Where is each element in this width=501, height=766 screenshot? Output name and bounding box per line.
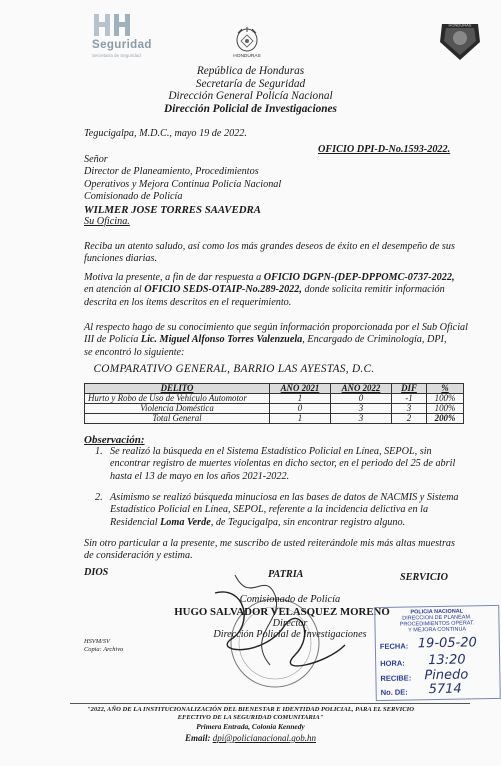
observations-title: Observación: xyxy=(84,434,145,446)
footer-line1: "2022, AÑO DE LA INSTITUCIONALIZACIÓN DEL BIENESTAR E IDENTIDAD POLICIAL, PARA EL SERVICIO xyxy=(87,706,414,713)
footer xyxy=(0,706,501,744)
stamp-recibe-label: RECIBE: xyxy=(380,673,412,683)
col-header-2021: AÑO 2021 xyxy=(270,384,331,394)
footer-line2: EFECTIVO DE LA SEGURIDAD COMUNITARIA" xyxy=(177,714,324,721)
cell-dif: 2 xyxy=(392,414,427,424)
stamp-numero-label: No. DE: xyxy=(380,687,408,697)
seguridad-logo-text: Seguridad xyxy=(92,39,152,51)
p3-line1: Al respecto hago de su conocimiento que según información proporcionada por el Sub Oficial xyxy=(84,322,468,333)
cell-percent: 200% xyxy=(427,414,464,424)
cell-2022: 3 xyxy=(331,414,392,424)
paragraph-respect xyxy=(84,322,474,359)
obs1-line2: encontrar registro de muertes violentas en dicho sector, en el periodo del 25 de abril xyxy=(110,458,456,470)
table-title: COMPARATIVO GENERAL, BARRIO LAS AYESTAS, D.C. xyxy=(93,363,375,375)
closing-line2: de consideración y estima. xyxy=(84,550,193,562)
p2-text-b: en atención al xyxy=(84,284,145,296)
p2-line2 xyxy=(84,284,469,296)
col-header-percent: % xyxy=(427,384,464,394)
honduras-emblem-icon xyxy=(232,25,262,53)
recipient-line1: Director de Planeamiento, Procedimientos xyxy=(84,166,259,178)
recipient-line3: Comisionado de Policía xyxy=(84,191,183,203)
motto-servicio: SERVICIO xyxy=(400,572,448,583)
recipient-line2: Operativos y Mejora Continua Policía Nacional xyxy=(84,178,282,190)
p2-line3: descrita en los ítems descritos en el requerimiento. xyxy=(84,296,292,308)
stamp-fecha-value: 19-05-20 xyxy=(417,635,477,652)
p3-line2 xyxy=(84,334,474,346)
signature-rank: Comisionado de Policía xyxy=(239,594,341,605)
oficio-number: OFICIO DPI-D-No.1593-2022. xyxy=(318,144,451,155)
seguridad-logo xyxy=(92,12,172,56)
signature-title: Director xyxy=(272,618,308,629)
p3-line3: se encontró lo siguiente: xyxy=(84,346,185,358)
observation-num-2: 2. xyxy=(95,492,103,503)
obs2-line2: Estadístico Policial en Línea, SEPOL, referente a la incidencia delictiva en la xyxy=(110,504,429,516)
p3-text-a: III de Policía xyxy=(84,334,141,346)
stamp-numero-value: 5714 xyxy=(428,681,462,698)
cell-2022: 0 xyxy=(331,394,392,404)
cell-delito: Hurto y Robo de Uso de Vehículo Automotor xyxy=(85,394,270,404)
p2-line1 xyxy=(84,272,469,284)
obs1-line3: hasta el 13 de mayo en los años 2021-2022. xyxy=(110,470,290,482)
cell-2022: 3 xyxy=(331,404,392,414)
heading-line1: República de Honduras xyxy=(196,65,305,77)
stamp-line2: DIRECCION DE PLANEAM. xyxy=(402,614,472,622)
observation-item-1 xyxy=(110,446,490,483)
table-row xyxy=(85,404,464,414)
closing-line1: Sin otro particular a la presente, me suscribo de usted reiterándole mis más altas muestras xyxy=(84,538,455,549)
footer-divider xyxy=(70,703,470,704)
table-header-row xyxy=(85,384,464,394)
initials-line1: HSVM/SV xyxy=(84,638,110,645)
stamp-fecha-label: FECHA: xyxy=(379,641,409,652)
table-row xyxy=(85,414,464,424)
heading-line4: Dirección Policial de Investigaciones xyxy=(164,102,337,115)
letterhead xyxy=(0,65,501,115)
stamp-hora-value: 13:20 xyxy=(428,652,466,669)
receipt-stamp xyxy=(374,605,501,701)
cell-2021: 1 xyxy=(270,414,331,424)
p2-oficio2: OFICIO SEDS-OTAIP-No.289-2022, xyxy=(144,284,302,296)
seguridad-emblem-icon xyxy=(92,12,132,38)
initials xyxy=(84,638,123,653)
cell-delito: Total General xyxy=(85,414,270,424)
p1-line2: funciones diarias. xyxy=(84,253,158,265)
stamp-line4: Y MEJORA CONTINUA xyxy=(408,626,467,634)
footer-email-label: Email: xyxy=(184,733,213,743)
recipient-office: Su Oficina. xyxy=(84,216,130,228)
stamp-hora-label: HORA: xyxy=(380,658,405,669)
recipient-greeting: Señor xyxy=(84,154,108,165)
paragraph-greeting xyxy=(84,241,464,266)
badge-text: HONDURAS xyxy=(448,22,472,28)
p1-line1: Reciba un atento saludo, así como los más grandes deseos de éxito en el desempeño de sus xyxy=(84,241,455,252)
col-header-dif: DIF xyxy=(392,384,427,394)
closing-paragraph xyxy=(84,538,484,563)
observation-item-2 xyxy=(110,492,490,529)
heading-line3: Dirección General Policía Nacional xyxy=(168,90,333,103)
seguridad-logo-subtext: Secretaría de Seguridad xyxy=(92,53,141,58)
motto-patria: PATRIA xyxy=(268,569,304,580)
obs2-place: Loma Verde xyxy=(160,516,211,528)
cell-2021: 0 xyxy=(270,404,331,414)
signature-name: HUGO SALVADOR VELASQUEZ MORENO xyxy=(174,606,390,618)
stamp-recibe-value: Pinedo xyxy=(424,667,469,684)
heading-line2: Secretaría de Seguridad xyxy=(195,77,306,90)
p2-oficio1: OFICIO DGPN-(DEP-DPPOMC-0737-2022, xyxy=(263,272,455,283)
stamp-line1: POLICIA NACIONAL xyxy=(410,608,464,616)
recipient-block xyxy=(84,154,281,228)
obs2-text-b: , de Tegucigalpa, sin encontrar registro alguno. xyxy=(210,516,406,528)
table-row xyxy=(85,394,464,404)
motto-dios: DIOS xyxy=(84,567,109,578)
cell-2021: 1 xyxy=(270,394,331,404)
signature-org: Dirección Policial de Investigaciones xyxy=(213,629,367,640)
date-line: Tegucigalpa, M.D.C., mayo 19 de 2022. xyxy=(84,128,247,139)
col-header-delito: DELITO xyxy=(85,384,270,394)
cell-delito: Violencia Doméstica xyxy=(85,404,270,414)
recipient-name: WILMER JOSE TORRES SAAVEDRA xyxy=(84,203,261,216)
police-badge-icon xyxy=(436,18,484,62)
footer-address: Primera Entrada, Colonia Kennedy xyxy=(196,722,305,731)
p3-text-b: , Encargado de Criminología, DPI, xyxy=(302,334,447,346)
p2-text-c: donde solicita remitir información xyxy=(301,284,445,296)
footer-email-link[interactable]: dpi@policianacional.gob.hn xyxy=(212,733,317,743)
paragraph-motive xyxy=(84,272,469,309)
honduras-logo-text: HONDURAS xyxy=(233,54,261,59)
obs2-line1: Asimismo se realizó búsqueda minuciosa en las bases de datos de NACMIS y Sistema xyxy=(110,492,459,503)
p3-officer-name: Lic. Miguel Alfonso Torres Valenzuela xyxy=(140,334,303,346)
cell-percent: 100% xyxy=(427,394,464,404)
stamp-line3: PROCEDIMIENTOS OPERAT. xyxy=(399,620,475,628)
crime-comparison-table xyxy=(84,383,464,424)
obs2-text-a: Residencial xyxy=(110,516,161,528)
cell-dif: 3 xyxy=(392,404,427,414)
p2-text-a: Motiva la presente, a fin de dar respuesta a xyxy=(84,272,264,283)
obs2-line3 xyxy=(110,517,490,529)
cell-percent: 100% xyxy=(427,404,464,414)
obs1-line1: Se realizó la búsqueda en el Sistema Estadístico Policial en Línea, SEPOL, sin xyxy=(110,446,432,457)
cell-dif: -1 xyxy=(392,394,427,404)
col-header-2022: AÑO 2022 xyxy=(331,384,392,394)
initials-line2: Copia: Archivo xyxy=(84,645,124,653)
observation-num-1: 1. xyxy=(95,446,103,457)
